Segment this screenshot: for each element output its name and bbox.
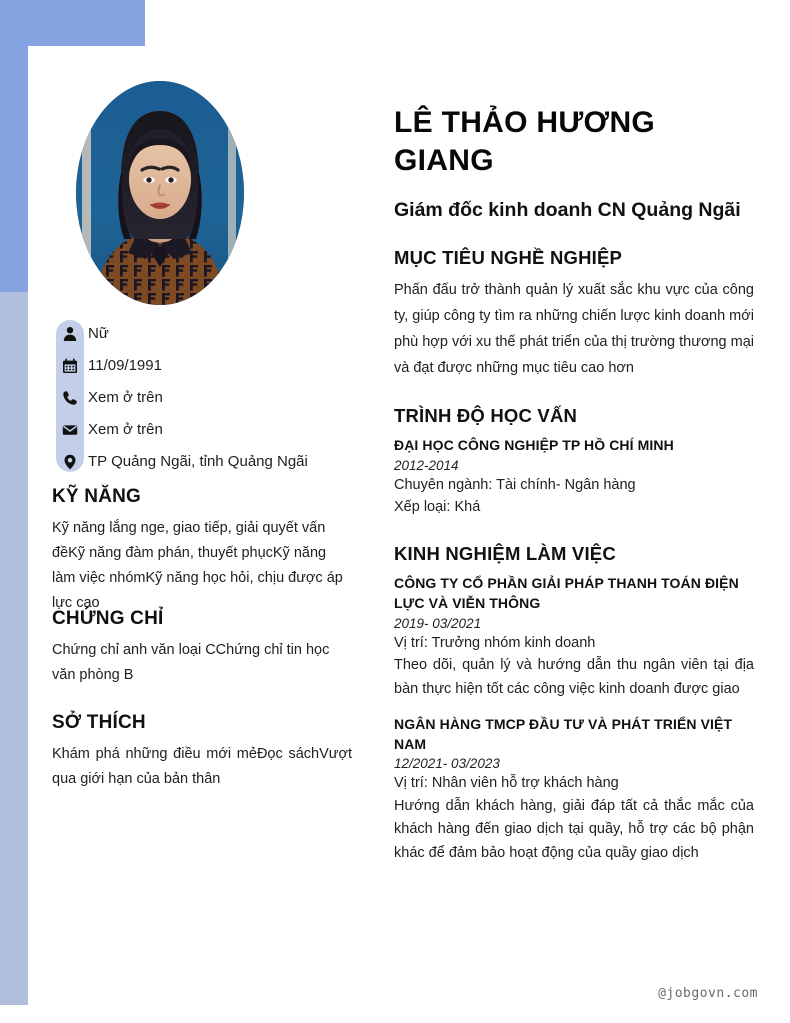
section-body: Kỹ năng lắng nge, giao tiếp, giải quyết vấn đềKỹ năng đàm phán, thuyết phụcKỹ năng làm việc nhómKỹ năng học hỏi, chịu được áp lực cao <box>52 520 343 611</box>
avatar <box>76 81 244 305</box>
section-skills <box>52 486 352 616</box>
experience-description: Theo dõi, quản lý và hướng dẫn thu ngân viên tại địa bàn thực hiện tốt các công việc kinh doanh được giao <box>394 657 754 697</box>
contact-value: Nữ <box>88 325 109 342</box>
watermark: @jobgovn.com <box>658 986 758 1001</box>
contact-value: TP Quảng Ngãi, tỉnh Quảng Ngãi <box>88 453 308 470</box>
portrait-photo <box>76 81 244 305</box>
portrait-illustration <box>76 81 244 305</box>
cv-right-column <box>394 46 754 865</box>
experience-entry <box>394 715 754 865</box>
section-title: KINH NGHIỆM LÀM VIỆC <box>394 542 616 564</box>
person-icon <box>52 326 88 342</box>
contact-item-location <box>52 446 352 478</box>
decor-left-strip-light <box>0 292 28 984</box>
section-body: Chứng chỉ anh văn loại CChứng chỉ tin học văn phòng B <box>52 642 330 683</box>
experience-position: Vị trí: Trưởng nhóm kinh doanh <box>394 634 596 651</box>
section-title: KỸ NĂNG <box>52 486 142 507</box>
experience-company: NGÂN HÀNG TMCP ĐẦU TƯ VÀ PHÁT TRIỂN VIỆT NAM <box>394 715 733 752</box>
objective-body: Phấn đấu trở thành quản lý xuất sắc khu vực của công ty, giúp công ty tìm ra những chiến lược kinh doanh mới phù hợp với xu thế phát triển của thị trường thương mại và đạt được những mục tiêu cao hơn <box>394 282 754 376</box>
experience-position: Vị trí: Nhân viên hỗ trợ khách hàng <box>394 775 619 792</box>
section-objective <box>394 247 754 381</box>
section-body: Khám phá những điều mới mẻĐọc sáchVượt qua giới hạn của bản thân <box>52 746 352 787</box>
location-pin-icon <box>52 454 88 470</box>
section-title: MỤC TIÊU NGHỀ NGHIỆP <box>394 247 623 269</box>
experience-company: CÔNG TY CỔ PHẦN GIẢI PHÁP THANH TOÁN ĐIỆN LỰC VÀ VIỄN THÔNG <box>394 574 739 611</box>
section-experience <box>394 543 754 865</box>
candidate-name: LÊ THẢO HƯƠNG GIANG <box>394 106 656 178</box>
cv-page <box>28 46 790 1023</box>
experience-dates: 12/2021- 03/2023 <box>394 756 500 772</box>
contact-value: 11/09/1991 <box>88 357 162 374</box>
contact-item-email <box>52 414 352 446</box>
education-entry <box>394 436 754 518</box>
section-title: CHỨNG CHỈ <box>52 608 164 629</box>
decor-top-left-block <box>0 0 145 46</box>
calendar-icon <box>52 358 88 374</box>
contact-list <box>52 318 352 478</box>
education-school: ĐẠI HỌC CÔNG NGHIỆP TP HỒ CHÍ MINH <box>394 437 674 454</box>
experience-entry <box>394 574 754 701</box>
contact-item-birthdate <box>52 350 352 382</box>
education-grade: Xếp loại: Khá <box>394 499 481 516</box>
candidate-role: Giám đốc kinh doanh CN Quảng Ngãi <box>394 198 741 221</box>
contact-item-phone <box>52 382 352 414</box>
decor-left-strip-dark <box>0 46 28 292</box>
cv-columns <box>28 46 790 1023</box>
section-title: TRÌNH ĐỘ HỌC VẤN <box>394 405 578 427</box>
section-education <box>394 405 754 518</box>
education-major: Chuyên ngành: Tài chính- Ngân hàng <box>394 477 636 494</box>
contact-value: Xem ở trên <box>88 389 163 406</box>
contact-value: Xem ở trên <box>88 421 163 438</box>
section-hobbies <box>52 712 352 792</box>
section-title: SỞ THÍCH <box>52 712 146 733</box>
contact-item-gender <box>52 318 352 350</box>
envelope-icon <box>52 422 88 438</box>
phone-icon <box>52 390 88 406</box>
experience-description: Hướng dẫn khách hàng, giải đáp tất cả thắc mắc của khách hàng đến giao dịch tại quầy, hỗ trợ các bộ phận khác để đảm bảo hoạt động của quầy giao dịch <box>394 798 754 861</box>
section-certificates <box>52 608 352 688</box>
education-dates: 2012-2014 <box>394 458 459 474</box>
experience-dates: 2019- 03/2021 <box>394 615 482 631</box>
